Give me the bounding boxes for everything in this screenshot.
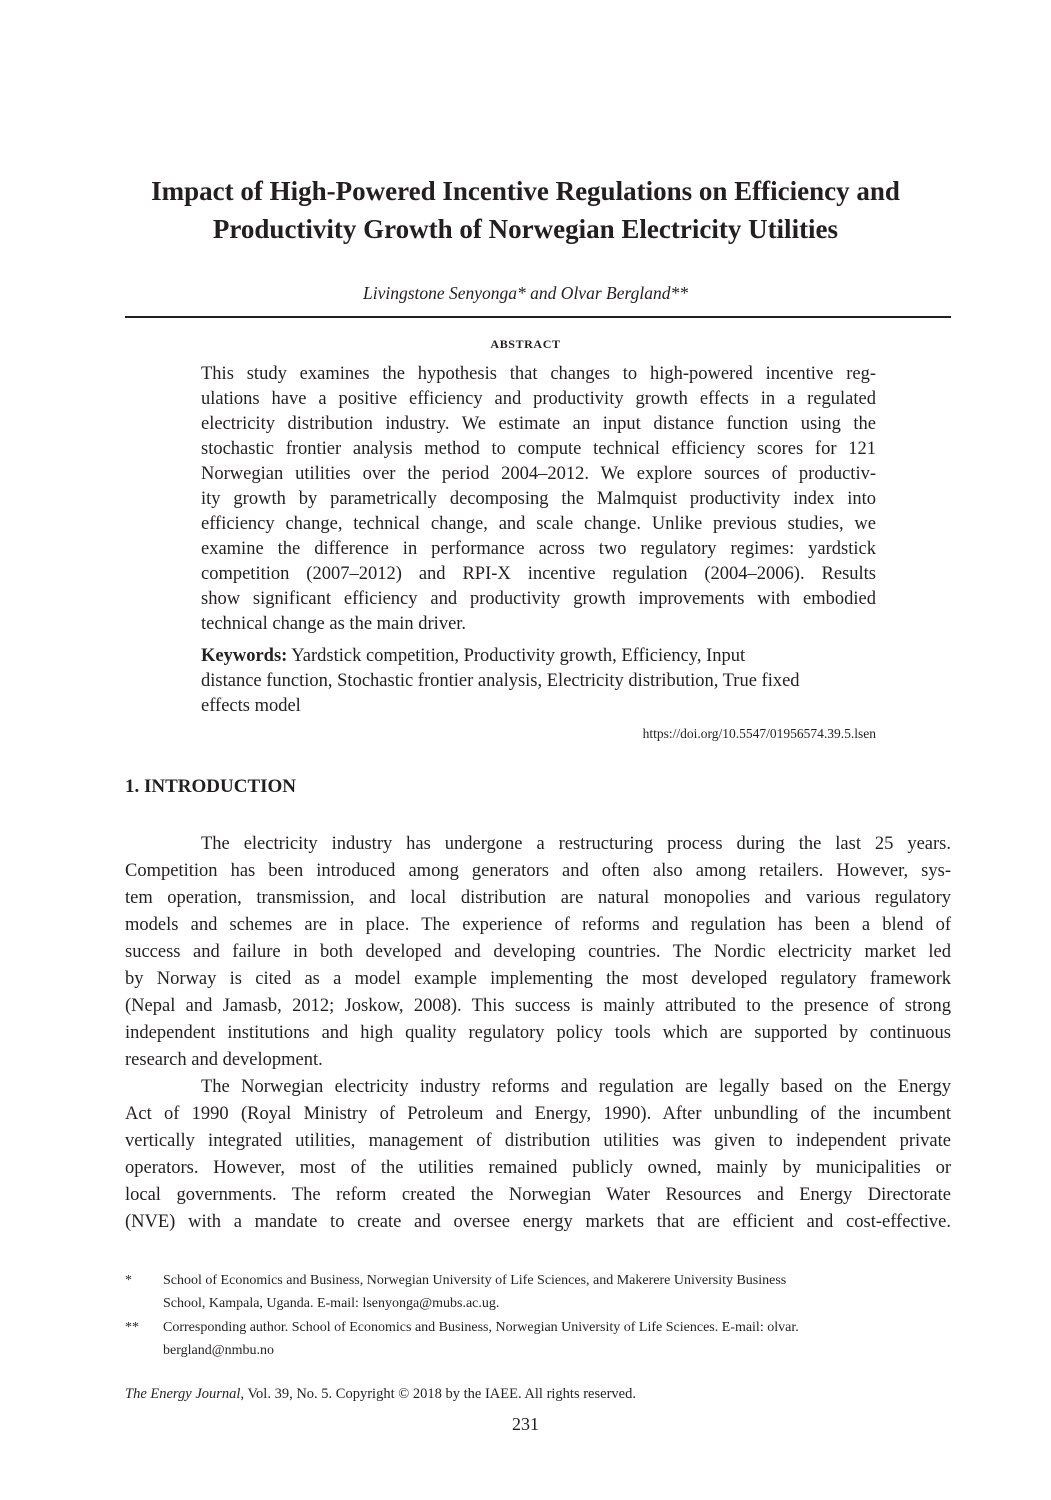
paper-title	[100, 172, 951, 248]
abstract-line: Norwegian utilities over the period 2004–2012. We explore sources of productiv-	[201, 464, 876, 484]
body-line: Competition has been introduced among generators and often also among retailers. However, sys-	[125, 861, 951, 881]
keywords-label: Keywords:	[201, 646, 288, 666]
abstract-line: electricity distribution industry. We estimate an input distance function using the	[201, 414, 876, 434]
body-line: The Norwegian electricity industry reforms and regulation are legally based on the Energy	[201, 1077, 951, 1097]
body-line: by Norway is cited as a model example implementing the most developed regulatory framework	[125, 969, 951, 989]
journal-citation	[125, 1386, 636, 1403]
abstract-line: competition (2007–2012) and RPI-X incentive regulation (2004–2006). Results	[201, 564, 876, 584]
body-line: (Nepal and Jamasb, 2012; Joskow, 2008). This success is mainly attributed to the presence of strong	[125, 996, 951, 1016]
abstract-heading: ABSTRACT	[490, 337, 561, 351]
footnote-mark: *	[125, 1273, 132, 1288]
body-line: research and development.	[125, 1050, 323, 1070]
footnote-line: School, Kampala, Uganda. E-mail: lsenyonga@mubs.ac.ug.	[163, 1296, 500, 1311]
section-heading: 1. INTRODUCTION	[125, 776, 297, 797]
abstract-line: ity growth by parametrically decomposing the Malmquist productivity index into	[201, 489, 876, 509]
footnote-line: School of Economics and Business, Norwegian University of Life Sciences, and Makerere University Business	[163, 1273, 787, 1288]
header-divider	[125, 316, 951, 318]
body-line: independent institutions and high quality regulatory policy tools which are supported by continuous	[125, 1023, 951, 1043]
body-line: Act of 1990 (Royal Ministry of Petroleum and Energy, 1990). After unbundling of the incumbent	[125, 1104, 951, 1124]
footnote-line: Corresponding author. School of Economics and Business, Norwegian University of Life Sciences. E-mail: olvar.	[163, 1320, 799, 1335]
doi-link[interactable]: https://doi.org/10.5547/01956574.39.5.lsen	[642, 726, 876, 741]
journal-name: The Energy Journal	[125, 1386, 241, 1402]
abstract-line: examine the difference in performance across two regulatory regimes: yardstick	[201, 539, 876, 559]
abstract-line: technical change as the main driver.	[201, 614, 467, 634]
body-line: The electricity industry has undergone a restructuring process during the last 25 years.	[201, 834, 951, 854]
abstract-line: stochastic frontier analysis method to compute technical efficiency scores for 121	[201, 439, 876, 459]
body-line: success and failure in both developed and developing countries. The Nordic electricity market led	[125, 942, 951, 962]
body-line: vertically integrated utilities, management of distribution utilities was given to independent private	[125, 1131, 951, 1151]
keywords-line: distance function, Stochastic frontier analysis, Electricity distribution, True fixed	[201, 671, 800, 691]
footnote-line: bergland@nmbu.no	[163, 1343, 275, 1358]
title-line-1: Impact of High-Powered Incentive Regulations on Efficiency and	[151, 176, 900, 206]
journal-details: , Vol. 39, No. 5. Copyright © 2018 by the IAEE. All rights reserved.	[240, 1386, 636, 1402]
page-number: 231	[512, 1414, 539, 1434]
body-line: tem operation, transmission, and local distribution are natural monopolies and various regulatory	[125, 888, 951, 908]
body-line: (NVE) with a mandate to create and oversee energy markets that are efficient and cost-effective.	[125, 1212, 951, 1232]
abstract-line: show significant efficiency and productivity growth improvements with embodied	[201, 589, 876, 609]
body-line: models and schemes are in place. The experience of reforms and regulation has been a blend of	[125, 915, 951, 935]
abstract-line: efficiency change, technical change, and scale change. Unlike previous studies, we	[201, 514, 876, 534]
author-list: Livingstone Senyonga* and Olvar Bergland**	[362, 283, 688, 303]
abstract-line: This study examines the hypothesis that changes to high-powered incentive reg-	[201, 364, 876, 384]
footnote-mark: **	[125, 1320, 139, 1335]
keywords-text: Yardstick competition, Productivity growth, Efficiency, Input	[287, 646, 746, 666]
title-line-2: Productivity Growth of Norwegian Electricity Utilities	[212, 214, 839, 244]
body-line: local governments. The reform created the Norwegian Water Resources and Energy Directorate	[125, 1185, 951, 1205]
keywords-line	[201, 644, 876, 669]
keywords-line: effects model	[201, 696, 301, 716]
body-line: operators. However, most of the utilities remained publicly owned, mainly by municipalities or	[125, 1158, 951, 1178]
abstract-line: ulations have a positive efficiency and productivity growth effects in a regulated	[201, 389, 876, 409]
